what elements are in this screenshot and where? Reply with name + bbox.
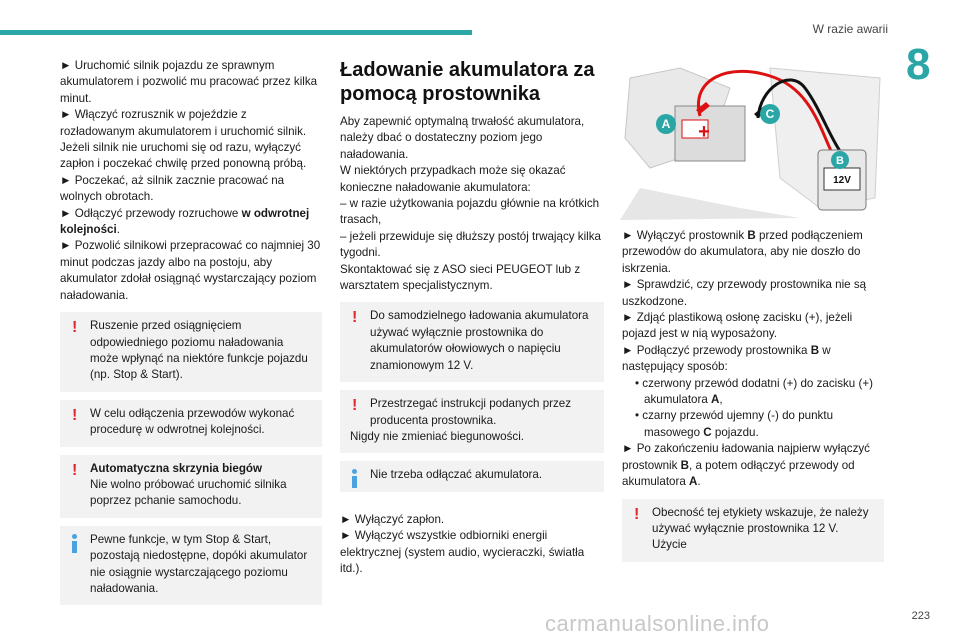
step-text: ► Po zakończeniu ładowania najpierw wyłączyć prostownik [622, 442, 870, 472]
step-line [622, 343, 884, 376]
bullet-emphasis: A [711, 393, 720, 407]
column-1 [60, 58, 322, 613]
step-text: ► Wyłączyć prostownik [622, 229, 748, 242]
step-text-end: . [116, 223, 120, 237]
info-icon [352, 469, 357, 489]
warning-icon: ! [72, 461, 78, 479]
warning-text: W celu odłączenia przewodów wykonać procedurę w odwrotnej kolejności. [90, 406, 295, 437]
step-line [622, 228, 884, 277]
chapter-number: 8 [906, 40, 931, 89]
warning-box [60, 312, 322, 392]
warning-box [60, 455, 322, 518]
step-text: ► Podłączyć przewody prostownika [622, 343, 811, 357]
warning-box [340, 302, 604, 382]
page-number: 223 [911, 610, 930, 622]
step-line [622, 441, 884, 490]
step-line: ► Wyłączyć zapłon. [340, 512, 445, 526]
dash-item: – jeżeli przewiduje się dłuższy postój trwający kilka tygodni. [340, 229, 601, 260]
info-box [60, 526, 322, 606]
paragraph: W niektórych przypadkach może się okazać konieczne naładowanie akumulatora: [340, 164, 566, 194]
section-title: W razie awarii [812, 22, 888, 36]
voltage-label: 12V [833, 175, 851, 186]
label-c: C [765, 107, 775, 121]
warning-text: Nigdy nie zmieniać biegunowości. [350, 429, 524, 443]
warning-text: Obecność tej etykiety wskazuje, że należy używać wyłącznie prostownika 12 V. Użycie [652, 505, 869, 552]
header-accent-bar [0, 30, 472, 35]
step-emphasis: B [747, 229, 756, 242]
column-3 [622, 228, 884, 570]
warning-box [60, 400, 322, 447]
bullet-item [630, 376, 884, 409]
warning-box [622, 499, 884, 562]
warning-box [340, 390, 604, 453]
step-line: Jeżeli silnik nie uruchomi się od razu, wyłączyć zapłon i poczekać chwilę przed ponowną próbą. [60, 141, 307, 171]
step-line: ► Uruchomić silnik pojazdu ze sprawnym akumulatorem i pozwolić mu pracować przez kilka minut. [60, 59, 318, 105]
step-text-mid: , a potem odłączyć przewody od akumulatora [622, 458, 855, 489]
step-line: ► Wyłączyć wszystkie odbiorniki energii elektrycznej (system audio, wycieraczki, światła itd.). [340, 529, 585, 575]
column-2 [340, 58, 604, 577]
plus-sign: + [698, 121, 710, 143]
warning-icon: ! [72, 406, 78, 424]
step-text: ► Odłączyć przewody rozruchowe [60, 206, 242, 220]
label-a: A [661, 117, 671, 131]
step-emphasis: B [680, 458, 690, 472]
step-emphasis-2: A [689, 475, 698, 489]
paragraph: Aby zapewnić optymalną trwałość akumulatora, należy dbać o dostateczny poziom jego naładowania. [340, 115, 585, 161]
bullet-text-end: , [719, 393, 723, 407]
step-text-end: przed podłączeniem przewodów do akumulatora, aby nie doszło do iskrzenia. [622, 229, 863, 275]
paragraph: Skontaktować się z ASO sieci PEUGEOT lub z warsztatem specjalistycznym. [340, 262, 581, 293]
step-emphasis: B [810, 343, 820, 357]
warning-icon: ! [352, 397, 358, 415]
warning-text: Przestrzegać instrukcji podanych przez producenta prostownika. [370, 397, 572, 427]
info-box [340, 461, 604, 491]
bullet-text-end: pojazdu. [711, 425, 759, 439]
warning-icon: ! [352, 309, 358, 327]
bullet-item [630, 408, 884, 441]
warning-text: Nie wolno próbować uruchomić silnika poprzez pchanie samochodu. [90, 477, 287, 508]
info-text: Pewne funkcje, w tym Stop & Start, pozostają niedostępne, dopóki akumulator nie osiągnie wystarczającego poziomu naładowania. [90, 532, 308, 595]
step-line: ► Włączyć rozrusznik w pojeździe z rozładowanym akumulatorem i uruchomić silnik. [60, 108, 307, 138]
step-line: ► Poczekać, aż silnik zacznie pracować na wolnych obrotach. [60, 173, 285, 204]
info-icon [72, 534, 77, 554]
bullet-text: • czarny przewód ujemny (-) do punktu masowego [635, 409, 834, 439]
step-emphasis: w odwrotnej kolejności [60, 206, 310, 237]
dash-item: – w razie użytkowania pojazdu głównie na krótkich trasach, [340, 197, 600, 227]
bullet-text: • czerwony przewód dodatni (+) do zacisku (+) akumulatora [635, 376, 873, 407]
info-text: Nie trzeba odłączać akumulatora. [370, 468, 543, 482]
step-text-end: . [697, 475, 701, 489]
step-line: ► Zdjąć plastikową osłonę zacisku (+), jeżeli pojazd jest w nią wyposażony. [622, 311, 853, 341]
warning-text: Do samodzielnego ładowania akumulatora używać wyłącznie prostownika do akumulatorów ołowiowych o napięciu znamionowym 12 V. [370, 309, 589, 372]
warning-text: Ruszenie przed osiągnięciem odpowiedniego poziomu naładowania może wpłynąć na niektóre funkcje pojazdu (np. Stop & Start). [90, 319, 308, 382]
battery-charger-illustration [620, 58, 888, 220]
step-line: ► Pozwolić silnikowi przepracować co najmniej 30 minut podczas jazdy albo na postoju, aby akumulator zdołał osiągnąć wystarczający poziom naładowania. [60, 239, 321, 302]
bullet-emphasis: C [703, 425, 712, 439]
step-text-end: w następujący sposób: [622, 343, 831, 374]
warning-icon: ! [634, 505, 640, 523]
step-line: ► Sprawdzić, czy przewody prostownika nie są uszkodzone. [622, 278, 867, 308]
label-b: B [836, 155, 844, 167]
warning-title: Automatyczna skrzynia biegów [90, 461, 263, 475]
step-line [60, 206, 322, 239]
warning-icon: ! [72, 319, 78, 337]
watermark: carmanualsonline.info [545, 611, 770, 636]
section-heading: Ładowanie akumulatora za pomocą prostownika [340, 59, 595, 105]
